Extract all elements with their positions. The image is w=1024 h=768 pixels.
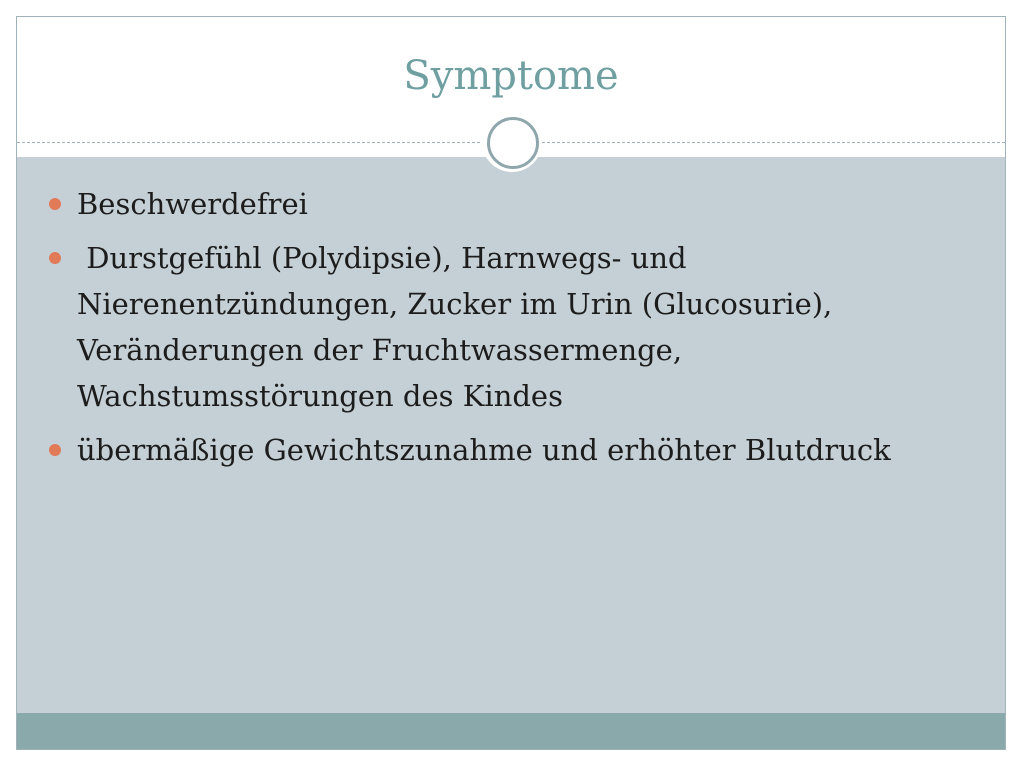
bullet-icon xyxy=(49,198,61,210)
slide xyxy=(16,16,1006,750)
slide-title: Symptome xyxy=(403,53,619,99)
footer-bar xyxy=(17,713,1005,749)
bullet-text: Durstgefühl (Polydipsie), Harnwegs- und Nierenentzündungen, Zucker im Urin (Glucosurie), Veränderungen der Fruchtwassermenge, Wachstumsstörungen des Kindes xyxy=(77,241,842,413)
bullet-text: übermäßige Gewichtszunahme und erhöhter Blutdruck xyxy=(77,433,891,467)
bullet-text: Beschwerdefrei xyxy=(77,187,308,221)
list-item xyxy=(47,427,967,473)
list-item xyxy=(47,235,967,419)
list-item xyxy=(47,181,967,227)
bullet-icon xyxy=(49,252,61,264)
bullet-list xyxy=(47,181,967,481)
divider-circle-ornament xyxy=(487,117,539,169)
bullet-icon xyxy=(49,444,61,456)
